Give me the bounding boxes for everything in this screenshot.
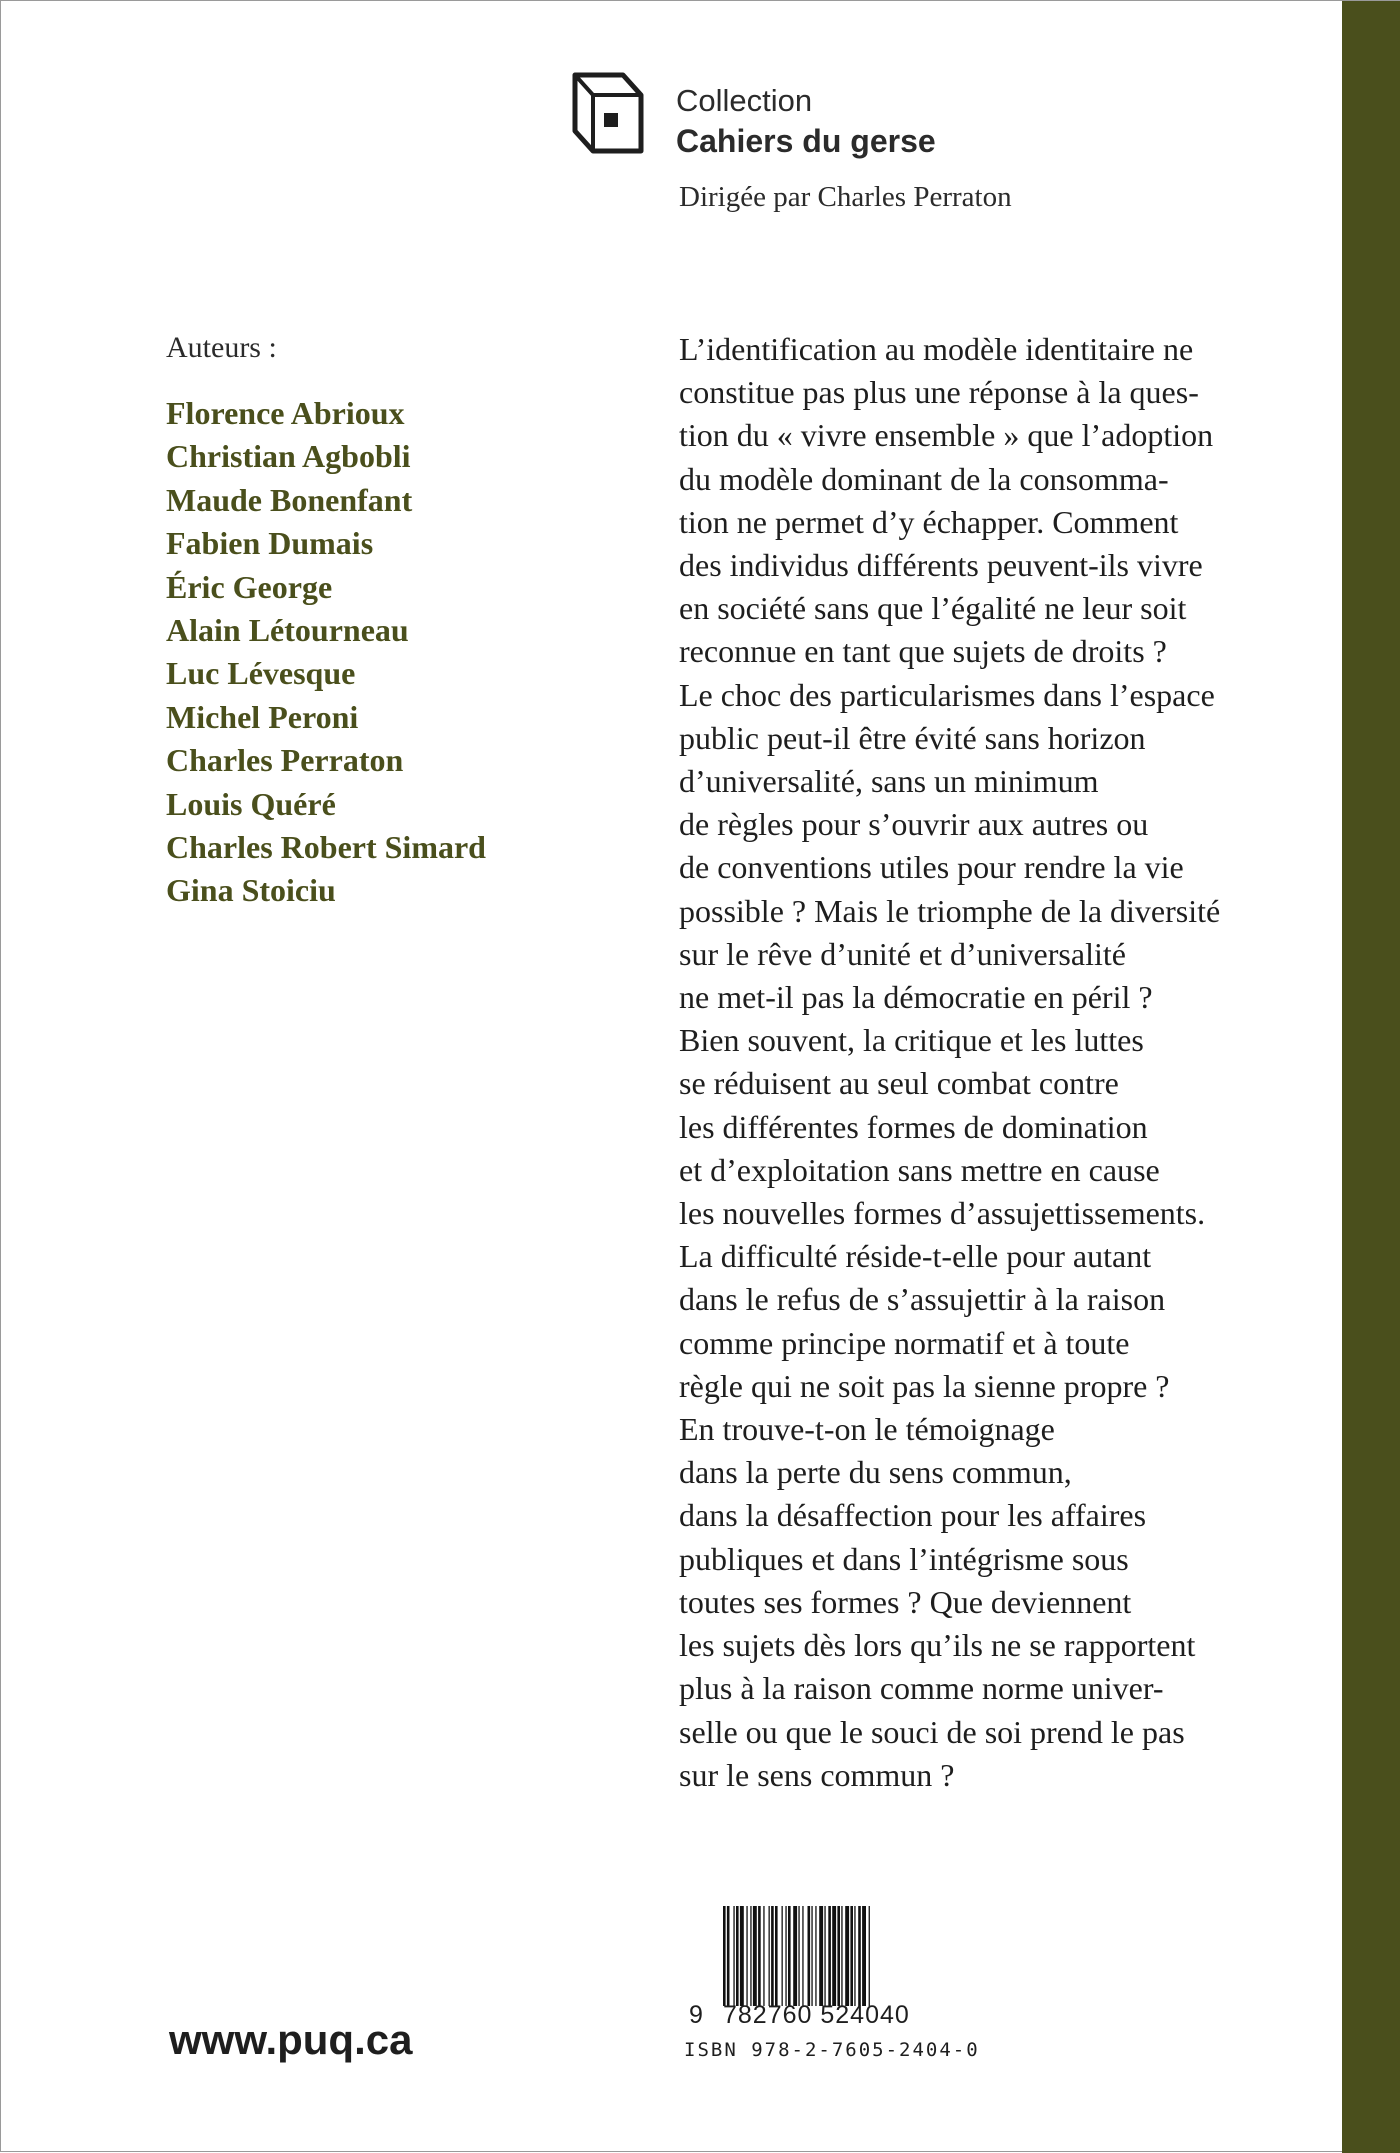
summary-line: plus à la raison comme norme univer- [679,1670,1164,1707]
summary-line: les sujets dès lors qu’ils ne se rapportent [679,1627,1196,1664]
summary-line: comme principe normatif et à toute [679,1324,1130,1361]
collection-title [676,81,936,161]
author-name: Charles Robert Simard [166,829,486,866]
summary-line: d’universalité, sans un minimum [679,763,1099,800]
summary-line: public peut-il être évité sans horizon [679,719,1146,756]
summary-line: dans le refus de s’assujettir à la raison [679,1281,1166,1318]
author-name: Alain Létourneau [166,612,409,649]
summary-line: dans la perte du sens commun, [679,1454,1072,1491]
series-director: Dirigée par Charles Perraton [679,181,1012,213]
author-name: Charles Perraton [166,742,404,779]
summary-line: toutes ses formes ? Que deviennent [679,1583,1132,1620]
author-name: Luc Lévesque [166,655,356,692]
author-name: Louis Quéré [166,785,336,822]
summary-line: ne met-il pas la démocratie en péril ? [679,979,1153,1016]
summary-line: sur le rêve d’unité et d’universalité [679,935,1126,972]
summary-line: reconnue en tant que sujets de droits ? [679,633,1167,670]
barcode-icon [723,1906,986,2006]
summary-line: constitue pas plus une réponse à la ques- [679,374,1199,411]
author-name: Florence Abrioux [166,395,405,431]
summary-line: Le choc des particularismes dans l’espace [679,676,1215,713]
summary-line: en société sans que l’égalité ne leur soit [679,590,1187,627]
summary-line: dans la désaffection pour les affaires [679,1497,1147,1534]
collection-logo-icon [571,71,645,155]
summary-line: L’identification au modèle identitaire ne [679,331,1194,367]
summary-line: En trouve-t-on le témoignage [679,1411,1055,1448]
authors-label: Auteurs : [166,331,277,364]
author-name: Gina Stoiciu [166,872,336,909]
publisher-website[interactable]: www.puq.ca [169,2016,413,2063]
summary-line: et d’exploitation sans mettre en cause [679,1151,1160,1188]
summary-line: La difficulté réside-t-elle pour autant [679,1238,1152,1275]
collection-label: Collection [676,83,813,118]
summary-line: tion du « vivre ensemble » que l’adoption [679,417,1214,454]
summary-line: les nouvelles formes d’assujettissements. [679,1195,1206,1232]
summary-line: se réduisent au seul combat contre [679,1065,1119,1102]
summary-line: tion ne permet d’y échapper. Comment [679,503,1179,540]
isbn-number: ISBN 978-2-7605-2404-0 [684,2039,980,2061]
summary-line: publiques et dans l’intégrisme sous [679,1540,1129,1577]
summary-line: les différentes formes de domination [679,1108,1148,1145]
ean-digits: 782760 524040 [723,2001,910,2029]
ean-number [689,2001,989,2030]
author-name: Michel Peroni [166,698,359,735]
author-name: Éric George [166,568,333,605]
summary-line: de conventions utiles pour rendre la vie [679,849,1184,886]
book-summary [679,328,1249,1797]
authors-list [166,392,486,913]
series-name: Cahiers du gerse [676,123,936,159]
author-name: Maude Bonenfant [166,481,413,518]
ean-first-digit: 9 [689,2001,704,2029]
summary-line: selle ou que le souci de soi prend le pas [679,1713,1185,1750]
summary-line: de règles pour s’ouvrir aux autres ou [679,806,1149,843]
summary-line: règle qui ne soit pas la sienne propre ? [679,1367,1170,1404]
author-name: Christian Agbobli [166,438,411,475]
summary-line: Bien souvent, la critique et les luttes [679,1022,1144,1059]
author-name: Fabien Dumais [166,525,374,562]
summary-line: du modèle dominant de la consomma- [679,460,1169,497]
summary-line: possible ? Mais le triomphe de la diversité [679,892,1221,929]
spine-color-band [1342,1,1400,2153]
summary-line: des individus différents peuvent-ils vivre [679,547,1203,584]
summary-line: sur le sens commun ? [679,1756,955,1793]
